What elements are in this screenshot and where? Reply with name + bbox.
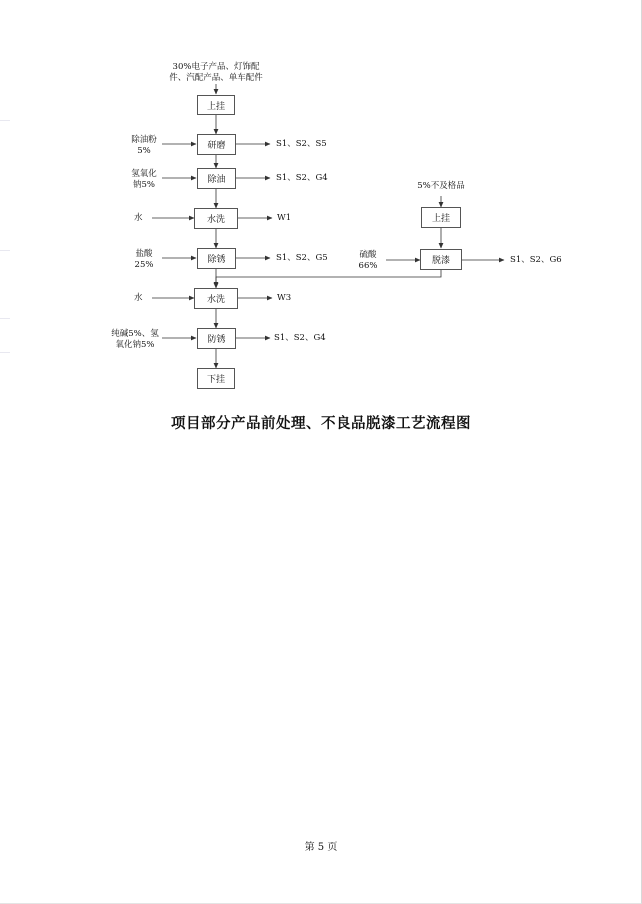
input-degreasing-powder-line2: 5% bbox=[137, 146, 151, 156]
output-washing-2: W3 bbox=[277, 293, 292, 303]
input-degreasing-powder-line1: 除油粉 bbox=[131, 135, 157, 145]
input-water-2: 水 bbox=[134, 293, 143, 303]
output-paint-stripping: S1、S2、G6 bbox=[510, 255, 562, 265]
input-soda-naoh-line2: 氧化钠5% bbox=[115, 340, 155, 350]
step-rust-proof: 防锈 bbox=[197, 328, 236, 349]
input-products-line1: 30%电子产品、灯饰配 bbox=[172, 62, 260, 72]
input-sulfuric-acid-line1: 硫酸 bbox=[359, 250, 377, 260]
output-washing-1: W1 bbox=[277, 213, 292, 223]
input-naoh-line1: 氢氧化 bbox=[131, 169, 157, 179]
output-degreasing: S1、S2、G4 bbox=[276, 173, 328, 183]
step-hang-on: 上挂 bbox=[197, 95, 235, 115]
input-reject-products: 5%不及格品 bbox=[417, 181, 465, 191]
input-water-1: 水 bbox=[134, 213, 143, 223]
step-washing-2: 水洗 bbox=[194, 288, 238, 309]
input-sulfuric-acid-line2: 66% bbox=[358, 261, 378, 271]
step-paint-stripping: 脱漆 bbox=[420, 249, 462, 270]
step-hang-off: 下挂 bbox=[197, 368, 235, 389]
input-soda-naoh-line1: 纯碱5%、氢 bbox=[111, 329, 159, 339]
page-number: 第 5 页 bbox=[304, 842, 338, 853]
output-derusting: S1、S2、G5 bbox=[276, 253, 328, 263]
step-grinding: 研磨 bbox=[197, 134, 236, 155]
arrow-stripping-return bbox=[216, 270, 441, 287]
step-derusting: 除锈 bbox=[197, 248, 236, 269]
input-products-line2: 件、汽配产品、单车配件 bbox=[169, 73, 263, 83]
step-washing-1: 水洗 bbox=[194, 208, 238, 229]
step-degreasing: 除油 bbox=[197, 168, 236, 189]
input-naoh-line2: 钠5% bbox=[133, 180, 155, 190]
diagram-title: 项目部分产品前处理、不良品脱漆工艺流程图 bbox=[171, 415, 471, 432]
input-hcl-line1: 盐酸 bbox=[135, 249, 153, 259]
output-grinding: S1、S2、S5 bbox=[276, 139, 327, 149]
step-reject-hang-on: 上挂 bbox=[421, 207, 461, 228]
output-rust-proof: S1、S2、G4 bbox=[274, 333, 326, 343]
input-hcl-line2: 25% bbox=[134, 260, 154, 270]
